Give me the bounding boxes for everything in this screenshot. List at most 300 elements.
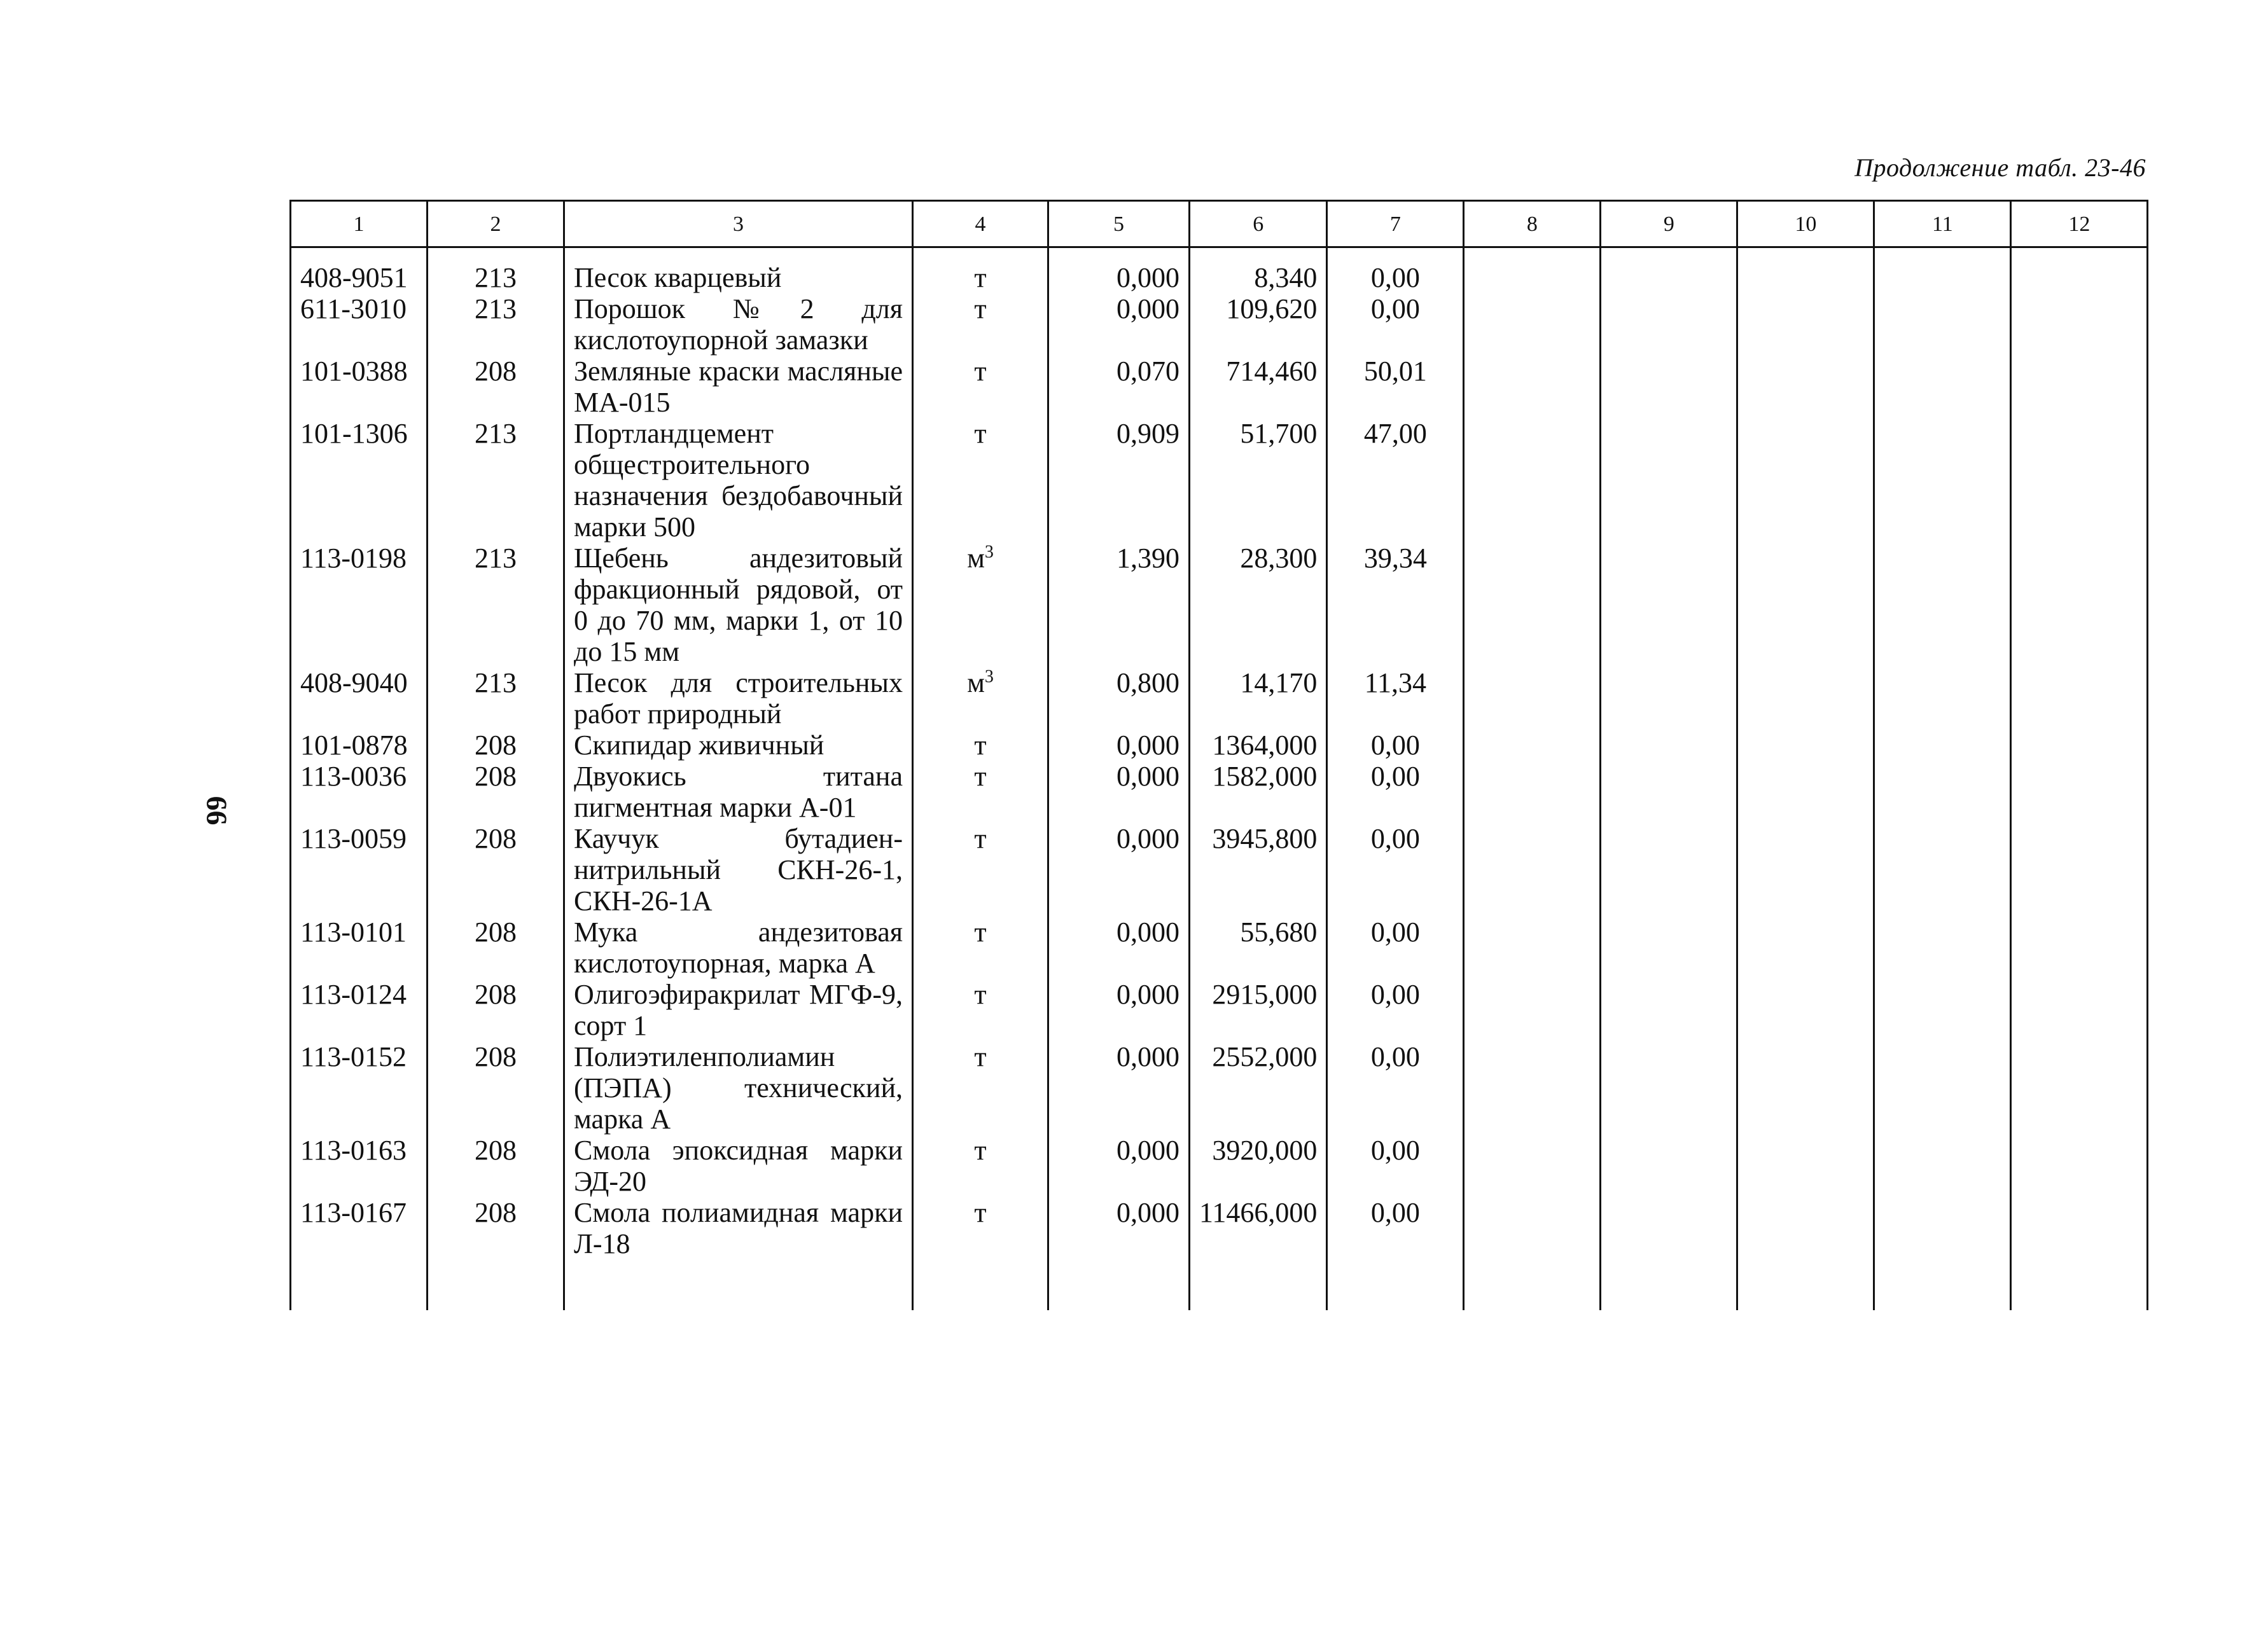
column-header: 2 [428, 201, 564, 247]
column-header: 11 [1874, 201, 2011, 247]
cell-col9 [1601, 916, 1737, 979]
cell-col7-text: 11,34 [1364, 667, 1427, 698]
page-number: 66 [200, 796, 233, 826]
cell-col7 [1327, 823, 1464, 916]
cell-code [291, 823, 428, 916]
cell-name [564, 543, 913, 667]
cell-col11 [1874, 418, 2011, 543]
cell-name-text: Порошок №2 для кислотоупорной замазки [574, 293, 903, 356]
cell-col8 [1464, 730, 1601, 761]
cell-empty [1190, 1259, 1327, 1310]
cell-col10 [1737, 356, 1874, 418]
cell-number-text: 208 [475, 730, 517, 761]
cell-col6-text: 3945,800 [1212, 823, 1318, 854]
cell-col12 [2011, 823, 2148, 916]
cell-col5 [1048, 823, 1190, 916]
table-row [291, 730, 2148, 761]
cell-number-text: 208 [475, 1041, 517, 1072]
cell-code [291, 979, 428, 1041]
column-header: 9 [1601, 201, 1737, 247]
cell-col8 [1464, 1041, 1601, 1135]
cell-col6 [1190, 356, 1327, 418]
cell-col6 [1190, 730, 1327, 761]
column-header: 10 [1737, 201, 1874, 247]
cell-number-text: 208 [475, 1197, 517, 1228]
cell-code-text: 408-9051 [300, 262, 408, 293]
cell-col6 [1190, 1135, 1327, 1197]
cell-col6-text: 8,340 [1254, 262, 1318, 293]
cell-col9 [1601, 823, 1737, 916]
cell-col11 [1874, 823, 2011, 916]
cell-code-text: 113-0101 [300, 916, 407, 948]
cell-col6 [1190, 247, 1327, 294]
table-row [291, 1197, 2148, 1259]
cell-col11 [1874, 730, 2011, 761]
cell-col12 [2011, 543, 2148, 667]
cell-col7 [1327, 1041, 1464, 1135]
cell-col5-text: 0,000 [1117, 761, 1179, 792]
cell-col12 [2011, 1041, 2148, 1135]
table-row [291, 1041, 2148, 1135]
unit-superscript: 3 [984, 543, 994, 562]
cell-col7 [1327, 979, 1464, 1041]
cell-col7-text: 0,00 [1370, 262, 1420, 293]
cell-col11 [1874, 293, 2011, 356]
cell-number [428, 418, 564, 543]
cell-col6-text: 1364,000 [1212, 730, 1318, 761]
cell-col6-text: 2915,000 [1212, 979, 1318, 1010]
cell-col11 [1874, 247, 2011, 294]
cell-empty [1464, 1259, 1601, 1310]
cell-name-text: Двуокись титана пигментная марки А-01 [574, 761, 903, 823]
cell-col6-text: 28,300 [1240, 543, 1318, 574]
cell-col7 [1327, 667, 1464, 730]
cell-col5-text: 0,000 [1117, 979, 1179, 1010]
cell-name-text: Мука андезитовая кислотоупорная, марка А [574, 916, 903, 979]
cell-col9 [1601, 1041, 1737, 1135]
cell-col5 [1048, 418, 1190, 543]
cell-col6 [1190, 543, 1327, 667]
cell-empty [1601, 1259, 1737, 1310]
cell-col7 [1327, 293, 1464, 356]
cell-code [291, 293, 428, 356]
cell-unit [913, 730, 1048, 761]
cell-name [564, 247, 913, 294]
cell-code [291, 667, 428, 730]
table-row [291, 418, 2148, 543]
cell-name [564, 1135, 913, 1197]
cell-col9 [1601, 293, 1737, 356]
cell-col12 [2011, 761, 2148, 823]
cell-code [291, 418, 428, 543]
cell-empty [564, 1259, 913, 1310]
cell-col8 [1464, 667, 1601, 730]
table-row [291, 543, 2148, 667]
cell-col6-text: 714,460 [1226, 356, 1318, 387]
cell-name-text: Олигоэфиракрилат МГФ-9, сорт 1 [574, 979, 903, 1041]
cell-col7-text: 0,00 [1370, 1135, 1420, 1166]
cell-col11 [1874, 1041, 2011, 1135]
cell-number [428, 761, 564, 823]
cell-col7 [1327, 1135, 1464, 1197]
cell-name [564, 418, 913, 543]
cell-number-text: 208 [475, 979, 517, 1010]
cell-col10 [1737, 1041, 1874, 1135]
cell-col7-text: 0,00 [1370, 823, 1420, 854]
cell-col10 [1737, 543, 1874, 667]
table-row [291, 356, 2148, 418]
cell-empty [1874, 1259, 2011, 1310]
cell-col12 [2011, 916, 2148, 979]
cell-empty [291, 1259, 428, 1310]
cell-col10 [1737, 1135, 1874, 1197]
table-filler-row [291, 1259, 2148, 1310]
cell-col5-text: 0,000 [1117, 293, 1179, 324]
cell-unit-text: м [967, 543, 985, 574]
cell-col7-text: 0,00 [1370, 761, 1420, 792]
column-header: 1 [291, 201, 428, 247]
cell-col12 [2011, 418, 2148, 543]
cell-col7 [1327, 356, 1464, 418]
cell-col8 [1464, 247, 1601, 294]
cell-col10 [1737, 979, 1874, 1041]
cell-col5-text: 0,070 [1117, 356, 1179, 387]
cell-col8 [1464, 418, 1601, 543]
cell-code-text: 611-3010 [300, 293, 407, 324]
cell-number [428, 247, 564, 294]
cell-col5 [1048, 730, 1190, 761]
cell-unit [913, 356, 1048, 418]
cell-unit-text: т [974, 262, 987, 293]
table-caption: Продолжение табл. 23-46 [1854, 153, 2146, 182]
cell-col9 [1601, 543, 1737, 667]
cell-col5-text: 0,909 [1117, 418, 1179, 449]
cell-name-text: Смола полиамидная марки Л-18 [574, 1197, 903, 1259]
cell-col5 [1048, 667, 1190, 730]
cell-code [291, 543, 428, 667]
cell-col7-text: 0,00 [1370, 916, 1420, 948]
cell-col7-text: 39,34 [1363, 543, 1427, 574]
header-row [291, 201, 2148, 247]
cell-col10 [1737, 730, 1874, 761]
cell-number-text: 213 [475, 293, 517, 324]
cell-col9 [1601, 761, 1737, 823]
cell-col11 [1874, 979, 2011, 1041]
table-row [291, 979, 2148, 1041]
cell-name [564, 1197, 913, 1259]
cell-col12 [2011, 730, 2148, 761]
cell-unit-text: т [974, 730, 987, 761]
cell-col11 [1874, 1135, 2011, 1197]
cell-col5-text: 0,000 [1117, 1041, 1179, 1072]
cell-col8 [1464, 356, 1601, 418]
cell-col12 [2011, 247, 2148, 294]
cell-code-text: 113-0124 [300, 979, 407, 1010]
cell-col8 [1464, 293, 1601, 356]
cell-number-text: 213 [475, 543, 517, 574]
cell-col6-text: 55,680 [1240, 916, 1318, 948]
cell-col6 [1190, 1041, 1327, 1135]
cell-col7 [1327, 916, 1464, 979]
unit-superscript: 3 [984, 667, 994, 687]
cell-name [564, 761, 913, 823]
cell-code-text: 101-1306 [300, 418, 408, 449]
cell-empty [428, 1259, 564, 1310]
cell-col5-text: 1,390 [1117, 543, 1179, 574]
cell-unit [913, 543, 1048, 667]
cell-col7 [1327, 761, 1464, 823]
cell-col7-text: 0,00 [1370, 1041, 1420, 1072]
table-body [291, 247, 2148, 1311]
cell-unit [913, 1135, 1048, 1197]
cell-unit [913, 247, 1048, 294]
cell-col5 [1048, 761, 1190, 823]
cell-col12 [2011, 667, 2148, 730]
cell-col6-text: 3920,000 [1212, 1135, 1318, 1166]
cell-col9 [1601, 1197, 1737, 1259]
cell-code [291, 247, 428, 294]
cell-unit-text: м [967, 667, 985, 698]
cell-col9 [1601, 356, 1737, 418]
cell-col5 [1048, 1135, 1190, 1197]
cell-number-text: 208 [475, 356, 517, 387]
cell-col10 [1737, 293, 1874, 356]
cell-col6 [1190, 418, 1327, 543]
cell-code-text: 408-9040 [300, 667, 408, 698]
cell-unit [913, 916, 1048, 979]
cell-number-text: 208 [475, 823, 517, 854]
cell-code [291, 761, 428, 823]
cell-col5-text: 0,000 [1117, 1135, 1179, 1166]
column-header: 7 [1327, 201, 1464, 247]
cell-col7-text: 47,00 [1363, 418, 1427, 449]
cell-col9 [1601, 418, 1737, 543]
cell-number [428, 1197, 564, 1259]
cell-unit-text: т [974, 1041, 987, 1072]
cell-unit-text: т [974, 293, 987, 324]
cell-col10 [1737, 761, 1874, 823]
cell-unit-text: т [974, 916, 987, 948]
column-header: 4 [913, 201, 1048, 247]
cell-col5 [1048, 916, 1190, 979]
cell-col7 [1327, 543, 1464, 667]
cell-unit [913, 667, 1048, 730]
cell-col6-text: 109,620 [1226, 293, 1318, 324]
cell-col6 [1190, 979, 1327, 1041]
cell-number-text: 208 [475, 761, 517, 792]
cell-col11 [1874, 356, 2011, 418]
cell-empty [913, 1259, 1048, 1310]
table-row [291, 1135, 2148, 1197]
cell-col7 [1327, 418, 1464, 543]
cell-col12 [2011, 979, 2148, 1041]
cell-col5-text: 0,000 [1117, 1197, 1179, 1228]
cell-col5 [1048, 979, 1190, 1041]
cell-col12 [2011, 356, 2148, 418]
table-row [291, 247, 2148, 294]
cell-col10 [1737, 418, 1874, 543]
cell-code-text: 113-0059 [300, 823, 407, 854]
cell-unit-text: т [974, 761, 987, 792]
cell-code [291, 1197, 428, 1259]
cell-name-text: Смола эпоксидная марки ЭД-20 [574, 1135, 903, 1197]
cell-col6-text: 51,700 [1240, 418, 1318, 449]
cell-name-text: Портландцемент общестроительного назначения бездобавочный марки 500 [574, 418, 903, 543]
cell-col7-text: 50,01 [1363, 356, 1427, 387]
cell-name-text: Скипидар живичный [574, 730, 824, 761]
cell-number-text: 213 [475, 262, 517, 293]
cell-col9 [1601, 247, 1737, 294]
cell-col12 [2011, 1135, 2148, 1197]
cell-col7-text: 0,00 [1370, 730, 1420, 761]
cell-col10 [1737, 667, 1874, 730]
cell-unit [913, 418, 1048, 543]
cell-col11 [1874, 916, 2011, 979]
cell-unit [913, 761, 1048, 823]
cell-unit-text: т [974, 823, 987, 854]
cell-number [428, 730, 564, 761]
cell-code-text: 113-0198 [300, 543, 407, 574]
cell-col11 [1874, 761, 2011, 823]
cell-col10 [1737, 823, 1874, 916]
cell-unit-text: т [974, 979, 987, 1010]
cell-col5-text: 0,000 [1117, 730, 1179, 761]
cell-number [428, 979, 564, 1041]
cell-number [428, 667, 564, 730]
cell-col11 [1874, 1197, 2011, 1259]
cell-col6 [1190, 761, 1327, 823]
cell-code-text: 113-0152 [300, 1041, 407, 1072]
table-row [291, 761, 2148, 823]
table-row [291, 667, 2148, 730]
materials-table [289, 200, 2148, 1310]
cell-code [291, 916, 428, 979]
cell-col10 [1737, 1197, 1874, 1259]
cell-name [564, 823, 913, 916]
cell-number-text: 208 [475, 1135, 517, 1166]
cell-col9 [1601, 667, 1737, 730]
cell-code-text: 101-0878 [300, 730, 408, 761]
cell-col5 [1048, 1197, 1190, 1259]
cell-col6-text: 2552,000 [1212, 1041, 1318, 1072]
cell-name-text: Каучук бутадиен-нитрильный СКН-26-1, СКН-26-1А [574, 823, 903, 916]
cell-number-text: 213 [475, 667, 517, 698]
cell-col8 [1464, 1135, 1601, 1197]
cell-col7 [1327, 1197, 1464, 1259]
cell-name-text: Песок для строительных работ природный [574, 667, 903, 730]
cell-col10 [1737, 916, 1874, 979]
cell-name-text: Земляные краски масляные МА-015 [574, 356, 903, 418]
cell-col5 [1048, 356, 1190, 418]
cell-number [428, 356, 564, 418]
cell-col8 [1464, 916, 1601, 979]
cell-code [291, 730, 428, 761]
cell-number [428, 823, 564, 916]
cell-col8 [1464, 543, 1601, 667]
cell-col7-text: 0,00 [1370, 979, 1420, 1010]
cell-col7-text: 0,00 [1370, 293, 1420, 324]
table-row [291, 916, 2148, 979]
cell-code [291, 1041, 428, 1135]
cell-name [564, 356, 913, 418]
cell-unit-text: т [974, 418, 987, 449]
cell-col8 [1464, 761, 1601, 823]
cell-col9 [1601, 979, 1737, 1041]
cell-unit [913, 1197, 1048, 1259]
cell-col6 [1190, 1197, 1327, 1259]
cell-unit-text: т [974, 1135, 987, 1166]
cell-col7 [1327, 247, 1464, 294]
cell-unit [913, 293, 1048, 356]
cell-col6-text: 11466,000 [1199, 1197, 1318, 1228]
cell-col6-text: 14,170 [1240, 667, 1318, 698]
cell-col11 [1874, 543, 2011, 667]
column-header: 12 [2011, 201, 2148, 247]
cell-col5-text: 0,000 [1117, 916, 1179, 948]
cell-number [428, 543, 564, 667]
cell-col6 [1190, 293, 1327, 356]
cell-col9 [1601, 730, 1737, 761]
cell-name-text: Щебень андезитовый фракционный рядовой, от 0 до 70 мм, марки 1, от 10 до 15 мм [574, 543, 903, 667]
cell-unit-text: т [974, 356, 987, 387]
cell-col9 [1601, 1135, 1737, 1197]
cell-col5 [1048, 1041, 1190, 1135]
cell-number-text: 213 [475, 418, 517, 449]
cell-number [428, 1135, 564, 1197]
table-row [291, 823, 2148, 916]
cell-name [564, 730, 913, 761]
cell-col7-text: 0,00 [1370, 1197, 1420, 1228]
cell-col6 [1190, 916, 1327, 979]
cell-code-text: 113-0163 [300, 1135, 407, 1166]
cell-name [564, 293, 913, 356]
cell-col5 [1048, 247, 1190, 294]
cell-name [564, 667, 913, 730]
cell-unit [913, 1041, 1048, 1135]
cell-col8 [1464, 1197, 1601, 1259]
cell-unit [913, 823, 1048, 916]
column-header: 6 [1190, 201, 1327, 247]
cell-empty [1737, 1259, 1874, 1310]
cell-col7 [1327, 730, 1464, 761]
table-row [291, 293, 2148, 356]
cell-unit [913, 979, 1048, 1041]
cell-col5-text: 0,000 [1117, 262, 1179, 293]
column-header: 3 [564, 201, 913, 247]
cell-col5 [1048, 543, 1190, 667]
cell-number [428, 1041, 564, 1135]
cell-name [564, 979, 913, 1041]
column-header: 8 [1464, 201, 1601, 247]
cell-col5 [1048, 293, 1190, 356]
cell-empty [2011, 1259, 2148, 1310]
cell-col5-text: 0,800 [1117, 667, 1179, 698]
cell-col6-text: 1582,000 [1212, 761, 1318, 792]
cell-code-text: 101-0388 [300, 356, 408, 387]
cell-col6 [1190, 667, 1327, 730]
cell-col8 [1464, 979, 1601, 1041]
cell-name [564, 1041, 913, 1135]
cell-name-text: Песок кварцевый [574, 262, 782, 293]
cell-col5-text: 0,000 [1117, 823, 1179, 854]
cell-col11 [1874, 667, 2011, 730]
cell-col8 [1464, 823, 1601, 916]
cell-name-text: Полиэтиленполиамин (ПЭПА) технический, марка А [574, 1041, 903, 1135]
cell-number [428, 293, 564, 356]
column-header: 5 [1048, 201, 1190, 247]
cell-code-text: 113-0036 [300, 761, 407, 792]
cell-col12 [2011, 293, 2148, 356]
